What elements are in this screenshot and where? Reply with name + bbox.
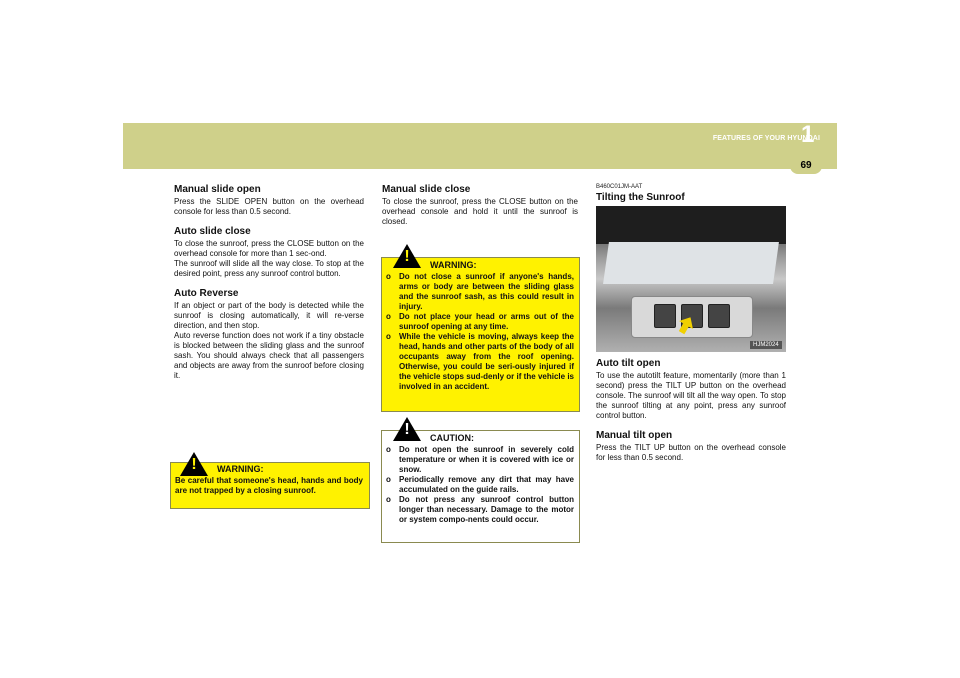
- list-item: o Periodically remove any dirt that may have accumulated on the guide rails.: [386, 475, 574, 494]
- exclamation-triangle-icon: !: [180, 452, 208, 476]
- sunroof-console-photo: [596, 206, 786, 352]
- photo-code: HJM2024: [750, 341, 782, 349]
- warning-title-2: WARNING:: [430, 260, 477, 270]
- list-item: o Do not place your head or arms out of the sunroof opening at any time.: [386, 312, 574, 331]
- manual-slide-open-text: Press the SLIDE OPEN button on the overhead console for less than 0.5 second.: [174, 197, 364, 216]
- manual-tilt-text: Press the TILT UP button on the overhead console for less than 0.5 second.: [596, 443, 786, 462]
- chapter-number: 1: [801, 121, 815, 148]
- exclamation-triangle-icon: !: [393, 244, 421, 268]
- warning-list: [386, 272, 574, 392]
- manual-slide-open-heading: Manual slide open: [174, 184, 261, 195]
- warning-text: Be careful that someone's head, hands and body are not trapped by a closing sunroof.: [175, 476, 363, 495]
- header-band: [123, 123, 837, 169]
- manual-slide-close-heading: Manual slide close: [382, 184, 471, 195]
- section-title: Tilting the Sunroof: [596, 192, 685, 203]
- auto-tilt-text: To use the autotilt feature, momentarily (more than 1 second) press the TILT UP button on the overhead console. The sunroof will tilt all the way open. To stop the sunroof tilting at any point, press any sunroof control button.: [596, 371, 786, 420]
- chapter-title: FEATURES OF YOUR HYUNDAI: [712, 135, 820, 142]
- column-3-text: [596, 357, 786, 463]
- manual-slide-close-text: To close the sunroof, press the CLOSE button on the overhead console and hold it until the sunroof is closed.: [382, 197, 578, 226]
- column-3: [596, 183, 786, 204]
- auto-reverse-text-1: If an object or part of the body is detected while the sunroof is closing automatically, it will re-verse direction, and then stop.: [174, 301, 364, 330]
- column-2: [382, 183, 578, 227]
- auto-slide-close-text-1: To close the sunroof, press the CLOSE button on the overhead console for more than 1 sec-ond.: [174, 239, 364, 258]
- auto-reverse-heading: Auto Reverse: [174, 288, 239, 299]
- warning-title: WARNING:: [217, 464, 264, 474]
- auto-reverse-text-2: Auto reverse function does not work if a tiny obstacle is blocked between the sliding glass and the sunroof sash. You should always check that all passengers and objects are away from the sunroof before closing it.: [174, 331, 364, 380]
- caution-list: [386, 445, 574, 525]
- list-item: o Do not close a sunroof if anyone's hands, arms or body are between the sliding glass and the sunroof sash, as this could result in injury.: [386, 272, 574, 311]
- caution-title: CAUTION:: [430, 433, 474, 443]
- auto-slide-close-heading: Auto slide close: [174, 226, 251, 237]
- auto-tilt-heading: Auto tilt open: [596, 358, 661, 369]
- column-1: [174, 183, 364, 381]
- manual-tilt-heading: Manual tilt open: [596, 430, 673, 441]
- page-number: 69: [790, 157, 822, 174]
- auto-slide-close-text-2: The sunroof will slide all the way close. To stop at the desired point, press any sunroof control button.: [174, 259, 364, 278]
- exclamation-triangle-icon: !: [393, 417, 421, 441]
- list-item: o Do not press any sunroof control button longer than necessary. Damage to the motor or system compo-nents could occur.: [386, 495, 574, 524]
- section-code: B460C01JM-AAT: [596, 184, 643, 190]
- list-item: o Do not open the sunroof in severely cold temperature or when it is covered with ice or snow.: [386, 445, 574, 474]
- list-item: o While the vehicle is moving, always keep the head, hands and other parts of the body of all occupants away from the roof opening. Otherwise, you could be seri-ously injured if the vehicle stops sud-denly or if the vehicle is involved in an accident.: [386, 332, 574, 391]
